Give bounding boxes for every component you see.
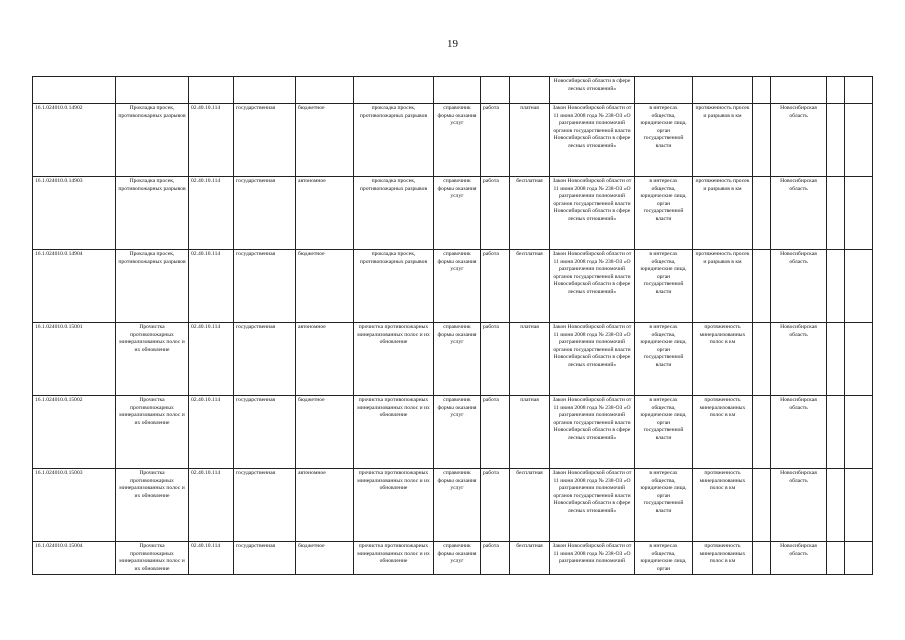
institution-kind-cell: государственная bbox=[234, 104, 296, 177]
legal-basis-cell: Закон Новосибирской области от 11 июня 2008 года № 238-ОЗ «О разграничении полномочий органов государственной власти Новосибирской области в сфере лесных отношений» bbox=[550, 396, 635, 469]
payment-cell: платная bbox=[510, 323, 550, 396]
region-cell: Новосибирская область bbox=[771, 542, 827, 575]
work-type-cell: работа bbox=[481, 542, 510, 575]
service-code-cell: 16.1.024010.0.15001 bbox=[33, 323, 116, 396]
institution-type-cell: бюджетное bbox=[296, 542, 354, 575]
table-row bbox=[33, 250, 873, 323]
table-row bbox=[33, 396, 873, 469]
empty-cell bbox=[827, 396, 845, 469]
empty-cell bbox=[827, 469, 845, 542]
payment-cell: платная bbox=[510, 104, 550, 177]
service-form-cell: справочник формы оказания услуг bbox=[434, 323, 481, 396]
indicator-cell: протяженность просек и разрывов в км bbox=[693, 177, 753, 250]
empty-cell bbox=[827, 542, 845, 575]
service-code-cell: 16.1.024010.0.14904 bbox=[33, 250, 116, 323]
empty-cell bbox=[845, 542, 873, 575]
region-cell: Новосибирская область bbox=[771, 250, 827, 323]
service-name-cell: Прочистка противопожарных минерализованных полос и их обновление bbox=[116, 469, 189, 542]
okved-cell: 02.40.10.114 bbox=[189, 469, 234, 542]
consumers-cell: в интересах общества, юридические лица, орган государственной власти bbox=[635, 177, 693, 250]
service-code-cell: 16.1.024010.0.14902 bbox=[33, 104, 116, 177]
service-name-cell: Прочистка противопожарных минерализованных полос и их обновление bbox=[116, 323, 189, 396]
work-type-cell: работа bbox=[481, 396, 510, 469]
consumers-cell: в интересах общества, юридические лица, орган государственной власти bbox=[635, 323, 693, 396]
legal-basis-cell: Закон Новосибирской области от 11 июня 2008 года № 238-ОЗ «О разграничении полномочий bbox=[550, 542, 635, 575]
consumers-cell: в интересах общества, юридические лица, орган государственной власти bbox=[635, 250, 693, 323]
table-row bbox=[33, 177, 873, 250]
table-row-continuation bbox=[33, 77, 873, 104]
work-type-cell: работа bbox=[481, 104, 510, 177]
service-content-cell: прочистка противопожарных минерализованных полос и их обновление bbox=[354, 542, 434, 575]
service-name-cell: Прочистка противопожарных минерализованных полос и их обновление bbox=[116, 396, 189, 469]
service-form-cell: справочник формы оказания услуг bbox=[434, 177, 481, 250]
empty-cell bbox=[753, 396, 771, 469]
empty-cell bbox=[845, 396, 873, 469]
work-type-cell: работа bbox=[481, 323, 510, 396]
indicator-cell: протяженность просек и разрывов в км bbox=[693, 250, 753, 323]
institution-kind-cell: государственная bbox=[234, 469, 296, 542]
indicator-cell: протяженность минерализованных полос в км bbox=[693, 469, 753, 542]
empty-cell bbox=[845, 104, 873, 177]
empty-cell bbox=[753, 323, 771, 396]
service-form-cell: справочник формы оказания услуг bbox=[434, 104, 481, 177]
service-name-cell: Прокладка просек, противопожарных разрывов bbox=[116, 250, 189, 323]
service-form-cell: справочник формы оказания услуг bbox=[434, 396, 481, 469]
okved-cell: 02.40.10.114 bbox=[189, 177, 234, 250]
region-cell: Новосибирская область bbox=[771, 323, 827, 396]
legal-basis-cell: Закон Новосибирской области от 11 июня 2008 года № 238-ОЗ «О разграничении полномочий органов государственной власти Новосибирской области в сфере лесных отношений» bbox=[550, 469, 635, 542]
services-register-table bbox=[32, 76, 873, 575]
service-form-cell: справочник формы оказания услуг bbox=[434, 542, 481, 575]
payment-cell: бесплатная bbox=[510, 542, 550, 575]
work-type-cell: работа bbox=[481, 469, 510, 542]
legal-basis-cell: Закон Новосибирской области от 11 июня 2008 года № 238-ОЗ «О разграничении полномочий органов государственной власти Новосибирской области в сфере лесных отношений» bbox=[550, 323, 635, 396]
empty-cell bbox=[827, 323, 845, 396]
consumers-cell: в интересах общества, юридические лица, орган государственной власти bbox=[635, 396, 693, 469]
empty-cell bbox=[753, 104, 771, 177]
service-content-cell: прочистка противопожарных минерализованных полос и их обновление bbox=[354, 323, 434, 396]
okved-cell: 02.40.10.114 bbox=[189, 250, 234, 323]
service-content-cell: прокладка просек, противопожарных разрывов bbox=[354, 250, 434, 323]
indicator-cell: протяженность минерализованных полос в км bbox=[693, 542, 753, 575]
table-body bbox=[33, 77, 873, 575]
empty-cell bbox=[827, 177, 845, 250]
institution-type-cell: автономное bbox=[296, 177, 354, 250]
law-cell-continuation: Новосибирской области в сфере лесных отношений» bbox=[550, 77, 635, 104]
empty-cell bbox=[845, 177, 873, 250]
indicator-cell: протяженность минерализованных полос в км bbox=[693, 396, 753, 469]
legal-basis-cell: Закон Новосибирской области от 11 июня 2008 года № 238-ОЗ «О разграничении полномочий органов государственной власти Новосибирской области в сфере лесных отношений» bbox=[550, 250, 635, 323]
service-form-cell: справочник формы оказания услуг bbox=[434, 250, 481, 323]
region-cell: Новосибирская область bbox=[771, 104, 827, 177]
empty-cell bbox=[753, 542, 771, 575]
okved-cell: 02.40.10.114 bbox=[189, 396, 234, 469]
institution-kind-cell: государственная bbox=[234, 250, 296, 323]
service-code-cell: 16.1.024010.0.15003 bbox=[33, 469, 116, 542]
work-type-cell: работа bbox=[481, 177, 510, 250]
region-cell: Новосибирская область bbox=[771, 177, 827, 250]
service-content-cell: прокладка просек, противопожарных разрывов bbox=[354, 177, 434, 250]
work-type-cell: работа bbox=[481, 250, 510, 323]
empty-cell bbox=[753, 177, 771, 250]
institution-kind-cell: государственная bbox=[234, 542, 296, 575]
empty-cell bbox=[845, 250, 873, 323]
service-code-cell: 16.1.024010.0.15004 bbox=[33, 542, 116, 575]
okved-cell: 02.40.10.114 bbox=[189, 104, 234, 177]
service-content-cell: прокладка просек, противопожарных разрывов bbox=[354, 104, 434, 177]
table-row bbox=[33, 542, 873, 575]
service-name-cell: Прокладка просек, противопожарных разрывов bbox=[116, 177, 189, 250]
service-content-cell: прочистка противопожарных минерализованных полос и их обновление bbox=[354, 396, 434, 469]
institution-kind-cell: государственная bbox=[234, 177, 296, 250]
table-row bbox=[33, 104, 873, 177]
legal-basis-cell: Закон Новосибирской области от 11 июня 2008 года № 238-ОЗ «О разграничении полномочий органов государственной власти Новосибирской области в сфере лесных отношений» bbox=[550, 104, 635, 177]
payment-cell: бесплатная bbox=[510, 469, 550, 542]
institution-type-cell: автономное bbox=[296, 469, 354, 542]
page-number: 19 bbox=[447, 38, 458, 50]
institution-type-cell: бюджетное bbox=[296, 250, 354, 323]
empty-cell bbox=[827, 104, 845, 177]
okved-cell: 02.40.10.114 bbox=[189, 323, 234, 396]
empty-cell bbox=[753, 250, 771, 323]
institution-kind-cell: государственная bbox=[234, 396, 296, 469]
institution-kind-cell: государственная bbox=[234, 323, 296, 396]
table-row bbox=[33, 469, 873, 542]
consumers-cell: в интересах общества, юридические лица, орган государственной власти bbox=[635, 104, 693, 177]
empty-cell bbox=[845, 469, 873, 542]
consumers-cell: в интересах общества, юридические лица, орган государственной власти bbox=[635, 469, 693, 542]
empty-cell bbox=[753, 469, 771, 542]
service-code-cell: 16.1.024010.0.14903 bbox=[33, 177, 116, 250]
okved-cell: 02.40.10.114 bbox=[189, 542, 234, 575]
region-cell: Новосибирская область bbox=[771, 396, 827, 469]
indicator-cell: протяженность минерализованных полос в км bbox=[693, 323, 753, 396]
service-form-cell: справочник формы оказания услуг bbox=[434, 469, 481, 542]
service-content-cell: прочистка противопожарных минерализованных полос и их обновление bbox=[354, 469, 434, 542]
legal-basis-cell: Закон Новосибирской области от 11 июня 2008 года № 238-ОЗ «О разграничении полномочий органов государственной власти Новосибирской области в сфере лесных отношений» bbox=[550, 177, 635, 250]
institution-type-cell: бюджетное bbox=[296, 104, 354, 177]
payment-cell: платная bbox=[510, 396, 550, 469]
service-name-cell: Прочистка противопожарных минерализованных полос и их обновление bbox=[116, 542, 189, 575]
table-row bbox=[33, 323, 873, 396]
institution-type-cell: бюджетное bbox=[296, 396, 354, 469]
empty-cell bbox=[827, 250, 845, 323]
consumers-cell: в интересах общества, юридические лица, орган bbox=[635, 542, 693, 575]
institution-type-cell: автономное bbox=[296, 323, 354, 396]
empty-cell bbox=[845, 323, 873, 396]
service-name-cell: Прокладка просек, противопожарных разрывов bbox=[116, 104, 189, 177]
payment-cell: бесплатная bbox=[510, 177, 550, 250]
indicator-cell: протяженность просек и разрывов в км bbox=[693, 104, 753, 177]
service-code-cell: 16.1.024010.0.15002 bbox=[33, 396, 116, 469]
payment-cell: бесплатная bbox=[510, 250, 550, 323]
region-cell: Новосибирская область bbox=[771, 469, 827, 542]
